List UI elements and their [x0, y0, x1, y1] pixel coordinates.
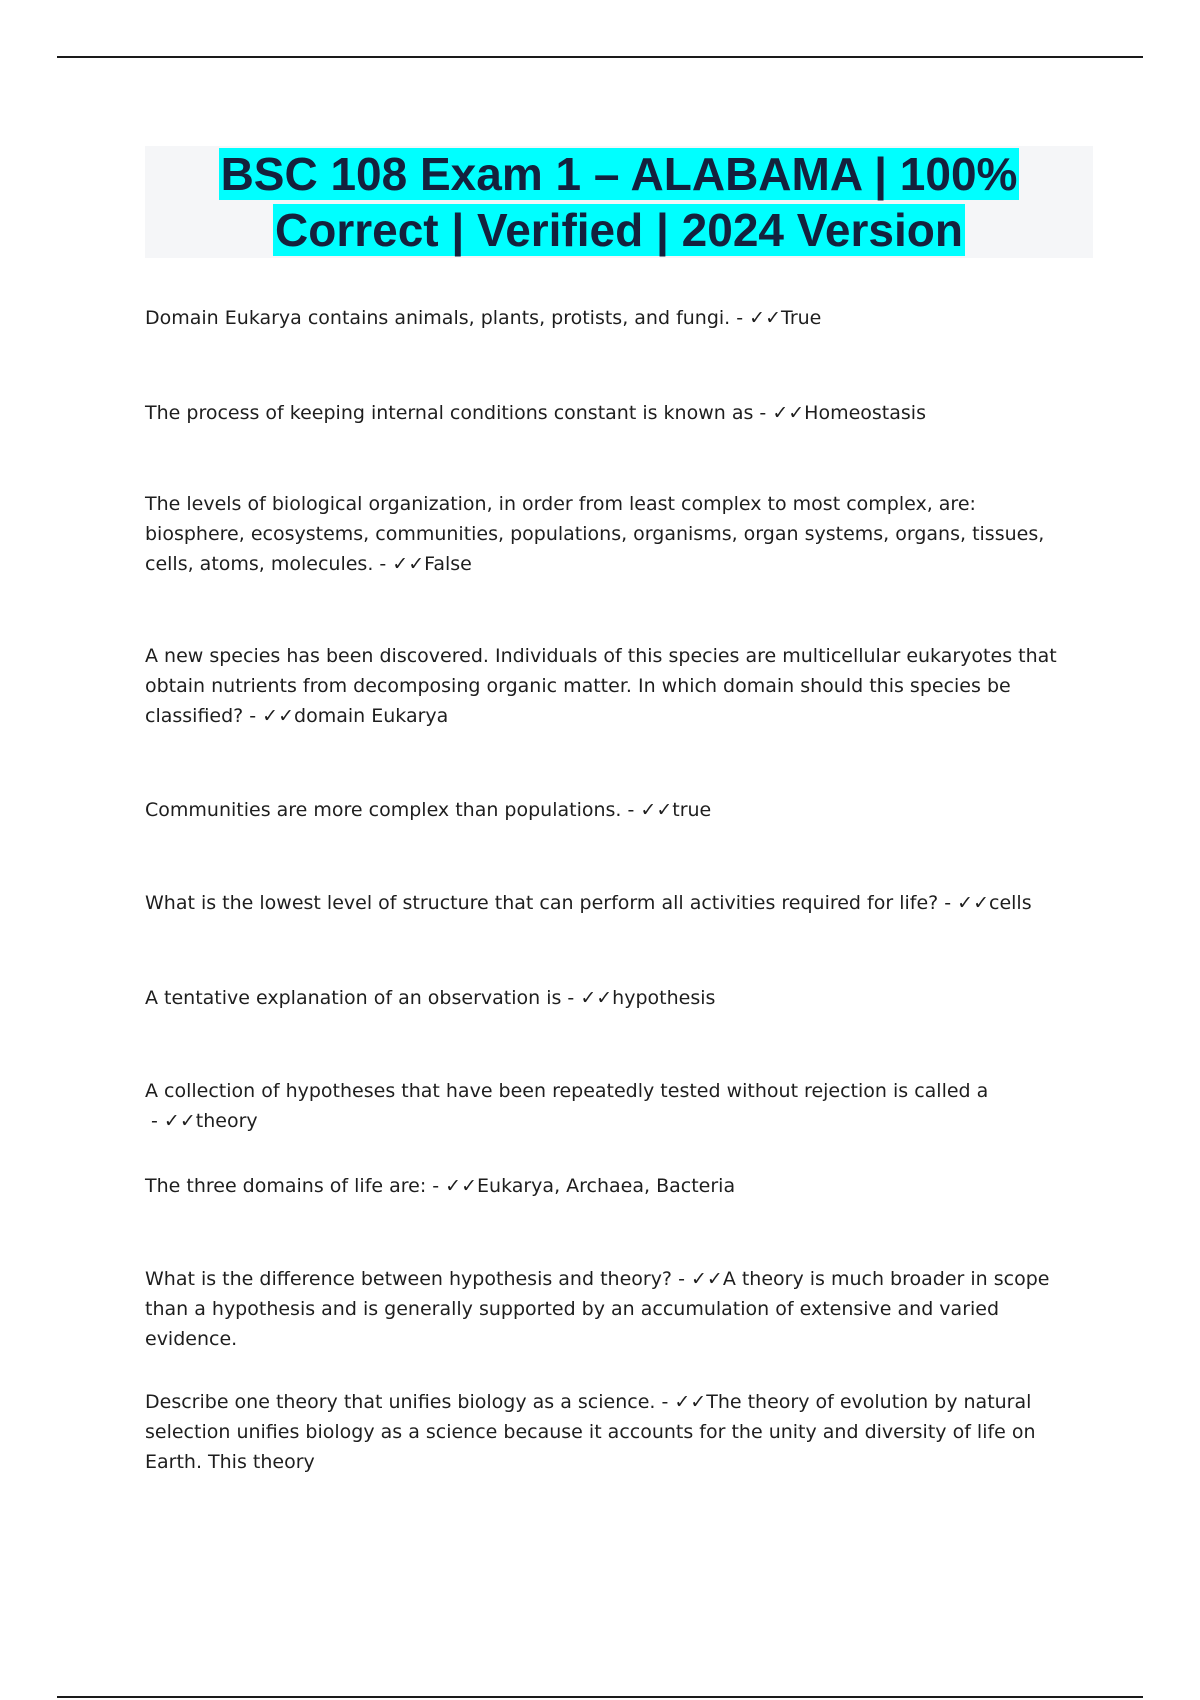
check-separator: - ✓✓ — [753, 402, 805, 424]
check-separator: - ✓✓ — [938, 892, 990, 914]
question-text: The process of keeping internal conditions constant is known as — [145, 402, 754, 424]
answer-text: theory — [195, 1110, 258, 1132]
qa-item-2 — [145, 398, 1075, 428]
check-separator: - ✓✓ — [655, 1391, 707, 1413]
top-rule — [57, 56, 1143, 58]
check-separator: - ✓✓ — [672, 1268, 723, 1290]
qa-item-9 — [145, 1171, 1075, 1201]
qa-item-3 — [145, 489, 1075, 579]
answer-text: domain Eukarya — [294, 705, 449, 727]
title-text-1: BSC 108 Exam 1 – ALABAMA | 100% — [220, 148, 1018, 200]
check-separator: - ✓✓ — [373, 553, 425, 575]
title-line-1 — [145, 146, 1093, 202]
check-separator: - ✓✓ — [561, 987, 613, 1009]
check-separator: - ✓✓ — [730, 307, 782, 329]
answer-text: cells — [989, 892, 1032, 914]
question-text: Describe one theory that unifies biology as a science. — [145, 1391, 656, 1413]
title-line-2 — [145, 202, 1093, 258]
answer-text: A theory is much broader in scope than a hypothesis and is generally supported by an accumulation of extensive and varied evidence. — [145, 1268, 1050, 1350]
check-separator: - ✓✓ — [621, 799, 673, 821]
answer-text: Eukarya, Archaea, Bacteria — [477, 1175, 736, 1197]
qa-item-8 — [145, 1076, 1075, 1136]
question-text: A collection of hypotheses that have been repeatedly tested without rejection is called a — [145, 1080, 989, 1102]
answer-text: False — [424, 553, 472, 575]
answer-text: true — [672, 799, 712, 821]
question-text: A tentative explanation of an observation is — [145, 987, 562, 1009]
answer-text: True — [781, 307, 822, 329]
question-text: What is the lowest level of structure that can perform all activities required for life? — [145, 892, 939, 914]
qa-item-10 — [145, 1264, 1075, 1354]
qa-item-6 — [145, 888, 1075, 918]
answer-text: hypothesis — [612, 987, 716, 1009]
question-text: The three domains of life are: — [145, 1175, 427, 1197]
question-text: What is the difference between hypothesis and theory? — [145, 1268, 673, 1290]
check-separator: - ✓✓ — [426, 1175, 478, 1197]
qa-item-7 — [145, 983, 1075, 1013]
question-text: A new species has been discovered. Individuals of this species are multicellular eukaryotes that obtain nutrients from decomposing organic matter. In which domain should this species be classified? — [145, 645, 1057, 727]
title-text-2: Correct | Verified | 2024 Version — [275, 204, 963, 256]
qa-item-5 — [145, 795, 1075, 825]
question-text: The levels of biological organization, in order from least complex to most complex, are: biosphere, ecosystems, communities, populations, organisms, organ systems, organs, tissues, cells, atoms, molecules. — [145, 493, 1045, 575]
check-separator: - ✓✓ — [145, 1110, 196, 1132]
qa-item-4 — [145, 641, 1075, 731]
qa-item-11 — [145, 1387, 1075, 1477]
answer-text: The theory of evolution by natural selection unifies biology as a science because it accounts for the unity and diversity of life on Earth. This theory — [145, 1391, 1036, 1473]
check-separator: - ✓✓ — [243, 705, 295, 727]
answer-text: Homeostasis — [804, 402, 926, 424]
question-text: Domain Eukarya contains animals, plants, protists, and fungi. — [145, 307, 731, 329]
question-text: Communities are more complex than populations. — [145, 799, 622, 821]
qa-item-1 — [145, 303, 1075, 333]
document-title-block — [145, 146, 1093, 258]
bottom-rule — [57, 1696, 1143, 1698]
